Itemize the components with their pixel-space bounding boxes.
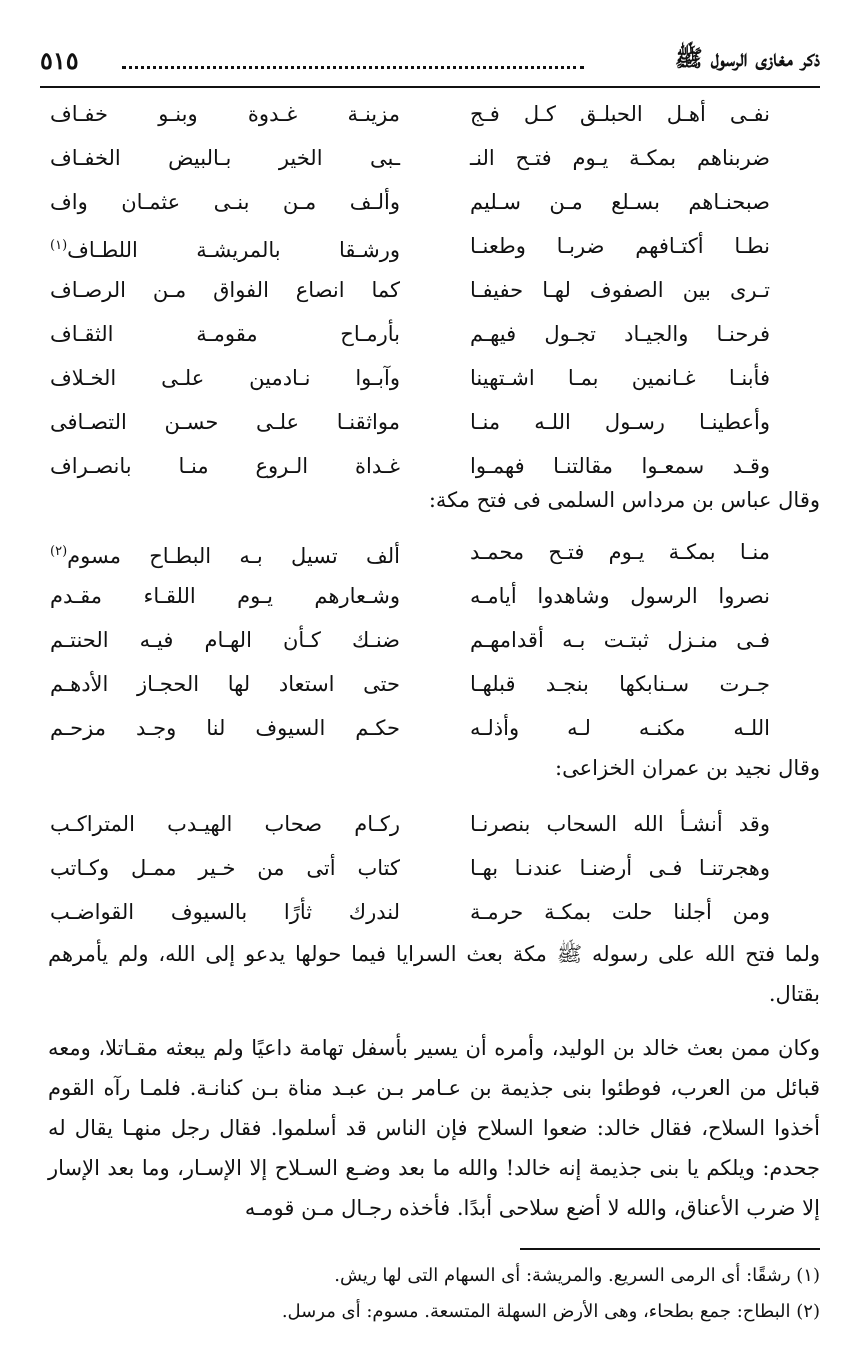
poem-2 — [50, 530, 770, 750]
poem-3 — [50, 802, 770, 934]
verse-first-hemistich: اللـه مكنـه لـه وأذلـه — [470, 716, 770, 740]
page-number: ٥١٥ — [40, 46, 79, 75]
verse-first-hemistich: فرحنـا والجيـاد تجـول فيهـم — [470, 322, 770, 346]
verse-line — [50, 530, 770, 574]
verse-first-hemistich: جـرت سـنابكها بنجـد قبلهـا — [470, 672, 770, 696]
footnote: (١) رشقًا: أى الرمى السريع. والمريشة: أى السهام التى لها ريش. — [334, 1265, 820, 1286]
verse-second-hemistich — [50, 224, 400, 272]
verse-second-hemistich: مواثقنـا علـى حسـن التصـافى — [50, 410, 400, 434]
verse-line — [50, 224, 770, 268]
running-title: ذكر مغازى الرسول ﷺ — [674, 45, 820, 72]
header-rule — [40, 86, 820, 88]
verse-first-hemistich: ضربناهم بمكـة يـوم فتـح النـ — [470, 146, 770, 170]
verse-line — [50, 356, 770, 400]
poem-1 — [50, 92, 770, 488]
footnote: (٢) البطاح: جمع بطحاء، وهى الأرض السهلة المتسعة. مسوم: أى مرسل. — [281, 1301, 820, 1322]
verse-second-hemistich: ضنـك كـأن الهـام فيـه الحنتـم — [50, 628, 400, 652]
verse-line — [50, 706, 770, 750]
verse-line — [50, 268, 770, 312]
prose-paragraph: ولما فتح الله على رسوله ﷺ مكة بعث السرايا فيما حولها يدعو إلى الله، ولم يأمرهم بقتال. — [48, 942, 820, 1006]
verse-second-hemistich: مزينـة غـدوة وبنـو خفـاف — [50, 102, 400, 126]
verse-second-hemistich: حكـم السيوف لنا وجـد مزحـم — [50, 716, 400, 740]
verse-second-hemistich: ركـام صحاب الهيـدب المتراكـب — [50, 812, 400, 836]
verse-first-hemistich: فأبنـا غـانمين بمـا اشـتهينا — [470, 366, 770, 390]
verse-first-hemistich: وأعطينـا رسـول اللـه منـا — [470, 410, 770, 434]
verse-second-hemistich: كتاب أتى من خـير ممـل وكـاتب — [50, 856, 400, 880]
verse-first-hemistich: نصروا الرسول وشاهدوا أيامـه — [470, 584, 770, 608]
verse-line — [50, 136, 770, 180]
verse-line — [50, 802, 770, 846]
verse-first-hemistich: ومن أجلنا حلت بمكـة حرمـة — [470, 900, 770, 924]
verse-line — [50, 846, 770, 890]
prose-body — [48, 934, 820, 1228]
page-header — [40, 44, 820, 84]
verse-second-hemistich: ـبى الخير بـالبيض الخفـاف — [50, 146, 400, 170]
verse-line — [50, 662, 770, 706]
verse-first-hemistich: وهجرتنـا فـى أرضنـا عندنـا بهـا — [470, 856, 770, 880]
verse-second-hemistich: حتى استعاد لها الحجـاز الأدهـم — [50, 672, 400, 696]
verse-line — [50, 92, 770, 136]
verse-second-hemistich: وشـعارهم يـوم اللقـاء مقـدم — [50, 584, 400, 608]
verse-line — [50, 574, 770, 618]
verse-line — [50, 312, 770, 356]
verse-first-hemistich: نطـا أكتـافهم ضربـا وطعنـا — [470, 234, 770, 258]
footnote-marker: (١) — [50, 238, 68, 253]
verse-second-hemistich: وألـف مـن بنـى عثمـان واف — [50, 190, 400, 214]
poem-2-intro: وقال عباس بن مرداس السلمى فى فتح مكة: — [428, 488, 820, 512]
verse-line — [50, 618, 770, 662]
verse-second-hemistich: بأرمـاح مقومـة الثقـاف — [50, 322, 400, 346]
verse-first-hemistich: صبحنـاهم بسـلع مـن سـليم — [470, 190, 770, 214]
footnote-rule — [520, 1248, 820, 1250]
verse-text: ورشـقا بالمريشـة اللطـاف — [67, 238, 400, 262]
verse-line — [50, 890, 770, 934]
verse-second-hemistich: غـداة الـروع منـا بانصـراف — [50, 454, 400, 478]
verse-line — [50, 400, 770, 444]
verse-second-hemistich: كما انصاع الفواق مـن الرصـاف — [50, 278, 400, 302]
prose-paragraph: وكان ممن بعث خالد بن الوليد، وأمره أن يسير بأسفل تهامة داعيًا ولم يبعثه مقـاتلا، ومعه قبائل من العرب، فوطئوا بنى جذيمة بن عـامر بـن عبـد مناة بـن كنانـة. فلمـا رآه القوم أخذوا السلاح، فقال خالد: ضعوا السلاح فإن الناس قد أسلموا. فقال رجل منهـا يقال له جحدم: ويلكم يا بنى جذيمة إنه خالد! والله ما بعد وضـع السـلاح إلا الإسـار، وما بعد الإسار إلا ضرب الأعناق، والله لا أضع سلاحى أبدًا. فأخذه رجـال مـن قومـه — [48, 1036, 820, 1220]
verse-first-hemistich: منـا بمكـة يـوم فتـح محمـد — [470, 540, 770, 564]
verse-text: ألف تسيل بـه البطـاح مسوم — [67, 544, 400, 568]
verse-first-hemistich: نفـى أهـل الحبلـق كـل فـج — [470, 102, 770, 126]
verse-second-hemistich: لندرك ثأرًا بالسيوف القواضـب — [50, 900, 400, 924]
verse-first-hemistich: وقـد سمعـوا مقالتنـا فهمـوا — [470, 454, 770, 478]
verse-first-hemistich: فـى منـزل ثبتـت بـه أقدامهـم — [470, 628, 770, 652]
footnotes — [48, 1258, 820, 1330]
dot-leader — [122, 66, 584, 69]
verse-second-hemistich — [50, 530, 400, 578]
verse-first-hemistich: وقد أنشـأ الله السحاب بنصرنـا — [470, 812, 770, 836]
poem-3-intro: وقال نجيد بن عمران الخزاعى: — [555, 756, 820, 780]
verse-second-hemistich: وآبـوا نـادمين علـى الخـلاف — [50, 366, 400, 390]
footnote-marker: (٢) — [50, 544, 68, 559]
verse-line — [50, 180, 770, 224]
verse-first-hemistich: تـرى بين الصفوف لهـا حفيفـا — [470, 278, 770, 302]
